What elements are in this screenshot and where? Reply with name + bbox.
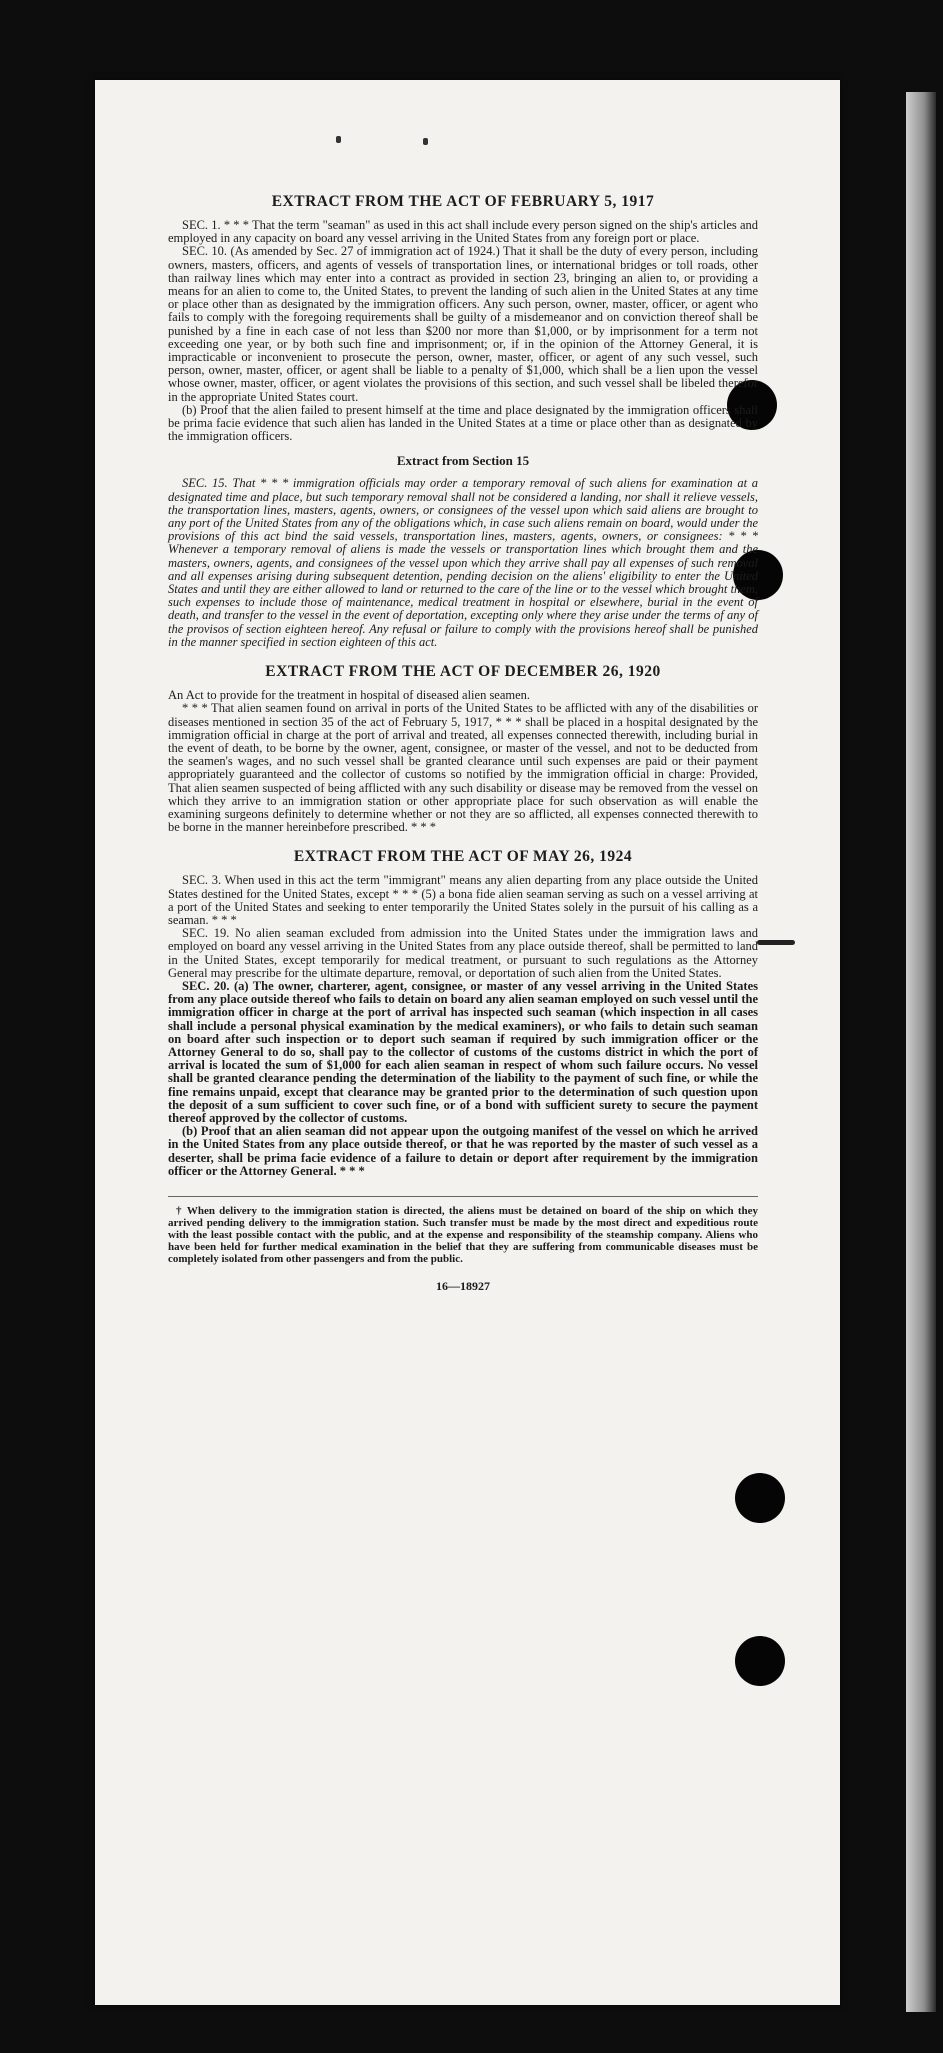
section-19: SEC. 19. No alien seaman excluded from admission into the United States under the immigration laws and employed on board any vessel arriving in the United States from any place outside thereof, shall be permitted to land in the United States, except temporarily for medical treatment, or pursuant to such regulations as the Attorney General may prescribe for the ultimate departure, removal, or deportation of such alien from the United States.: [168, 926, 758, 980]
section-3: SEC. 3. When used in this act the term "immigrant" means any alien departing from any place outside the United States destined for the United States, except * * * (5) a bona fide alien seaman serving as such on a vessel arriving at a port of the United States and seeking to enter temporarily the United States solely in the pursuit of his calling as a seaman. * * *: [168, 873, 758, 927]
section-10b: (b) Proof that the alien failed to present himself at the time and place designated by the immigration officers shall be prima facie evidence that such alien has landed in the United States at a time or place other than as designated by the immigration officers.: [168, 402, 758, 444]
footnote: † When delivery to the immigration station is directed, the aliens must be detained on board of the ship on which they arrived pending delivery to the immigration station. Such transfer must be made by the most direct and expeditious route with the least possible contact with the public, and at the expense and responsibility of the steamship company. Aliens who have been held for further medical examination in the belief that they are suffering from communicable diseases must be completely isolated from other passengers and from the public.: [168, 1205, 758, 1265]
scan-speck: [336, 136, 341, 143]
act-1924-title: EXTRACT FROM THE ACT OF MAY 26, 1924: [293, 848, 633, 866]
footnote-divider: [168, 1196, 758, 1197]
act-1920-intro: An Act to provide for the treatment in hospital of diseased alien seamen.: [168, 688, 531, 703]
scan-speck: [423, 138, 428, 145]
punch-hole: [735, 1636, 785, 1686]
section-15: SEC. 15. That * * * immigration officials may order a temporary removal of such aliens for examination at a designated time and place, but such temporary removal shall not be considered a landing, nor shall it relieve vessels, the transportation lines, masters, agents, owners, or consignees of the vessel upon which said aliens are brought to any port of the United States from any of the obligations which, in case such aliens remain on board, would under the provisions of this act bind the said vessels, transportation lines, masters, agents, owners, or consignees: * * * Whenever a temporary removal of aliens is made the vessels or transportation lines which brought them and the masters, owners, agents, and consignees of the vessel upon which they arrive shall pay all expenses of such removal and all expenses arising during subsequent detention, pending decision on the aliens' eligibility to enter the United States and until they are either allowed to land or returned to the care of the line or to the vessel which brought them, such expenses to include those of maintenance, medical treatment in hospital or elsewhere, burial in the event of death, and transfer to the vessel in the event of deportation, excepting only where they arise under the terms of any of the provisos of section eighteen hereof. Any refusal or failure to comply with the provisions hereof shall be punished in the manner specified in section eighteen of this act.: [168, 476, 758, 649]
section-1: SEC. 1. * * * That the term "seaman" as used in this act shall include every person signed on the ship's articles and employed in any capacity on board any vessel arriving in the United States from any foreign port or place.: [168, 218, 758, 246]
form-number: 16—18927: [436, 1279, 490, 1293]
act-1920-body: * * * That alien seamen found on arrival in ports of the United States to be afflicted with any of the disabilities or diseases mentioned in section 35 of the act of February 5, 1917, * * * shall be placed in a hospital designated by the immigration official in charge at the port of arrival and treated, all expenses connected therewith, including burial in the event of death, to be borne by the owner, agent, consignee, or master of the vessel, and not to be deducted from the seamen's wages, and no such vessel shall be granted clearance until such expenses are paid or their payment appropriately guaranteed and the collector of customs so notified by the immigration official in charge: Provided, That alien seamen suspected of being afflicted with any such disability or disease may be removed from the vessel on which they arrive to an immigration station or other appropriate place for such observation as will enable the examining surgeons definitely to determine whether or not they are so afflicted, all expenses connected therewith to be borne in the manner hereinbefore prescribed. * * *: [168, 701, 758, 835]
document-text: [168, 193, 758, 1294]
ink-smudge: [757, 940, 795, 945]
section-20a: SEC. 20. (a) The owner, charterer, agent, consignee, or master of any vessel arriving in the United States from any place outside thereof who fails to detain on board any alien seaman employed on such vessel until the immigration officer in charge at the port of arrival has inspected such seaman (which inspection in all cases shall include a personal physical examination by the medical examiners), or who fails to detain such seaman on board after such inspection or to deport such seaman if required by such immigration officer or the Attorney General to do so, shall pay to the collector of customs of the customs district in which the port of arrival is located the sum of $1,000 for each alien seaman in respect of whom such failure occurs. No vessel shall be granted clearance pending the determination of the liability to the payment of such fine, or while the fine remains unpaid, except that clearance may be granted prior to the determination of such question upon the deposit of a sum sufficient to cover such fine, or of a bond with sufficient surety to secure the payment thereof approved by the collector of customs.: [168, 978, 758, 1125]
section-20b: (b) Proof that an alien seaman did not appear upon the outgoing manifest of the vessel on which he arrived in the United States from any place outside thereof, or that he was reported by the master of such vessel as a deserter, shall be prima facie evidence of a failure to detain or deport after requirement by the immigration officer or the Attorney General. * * *: [168, 1124, 758, 1178]
punch-hole: [735, 1473, 785, 1523]
section-10: SEC. 10. (As amended by Sec. 27 of immigration act of 1924.) That it shall be the duty of every person, including owners, masters, officers, and agents of vessels of transportation lines, or international bridges or toll roads, other than railway lines which may enter into a contract as provided in section 23, bringing an alien to, or providing a means for an alien to come to, the United States, to prevent the landing of such alien in the United States at any time or place other than as designated by the immigration officers. Any such person, owner, master, officer, or agent who fails to comply with the foregoing requirements shall be guilty of a misdemeanor and on conviction thereof shall be punished by a fine in each case of not less than $200 nor more than $1,000, or by imprisonment for a term not exceeding one year, or by both such fine and imprisonment; or, if in the opinion of the Attorney General, it is impracticable or inconvenient to prosecute the person, owner, master, officer, or agent of any such vessel, such person, owner, master, officer, or agent shall be liable to a penalty of $1,000, which shall be a lien upon the vessel whose owner, master, officer, or agent violates the provisions of this section, and such vessel shall be libeled therefor in the appropriate United States court.: [168, 244, 758, 404]
act-1920-title: EXTRACT FROM THE ACT OF DECEMBER 26, 1920: [265, 663, 661, 681]
adjacent-page-edge: [906, 92, 936, 2012]
act-1917-title: EXTRACT FROM THE ACT OF FEBRUARY 5, 1917: [271, 193, 655, 210]
section-15-heading: Extract from Section 15: [396, 453, 530, 469]
